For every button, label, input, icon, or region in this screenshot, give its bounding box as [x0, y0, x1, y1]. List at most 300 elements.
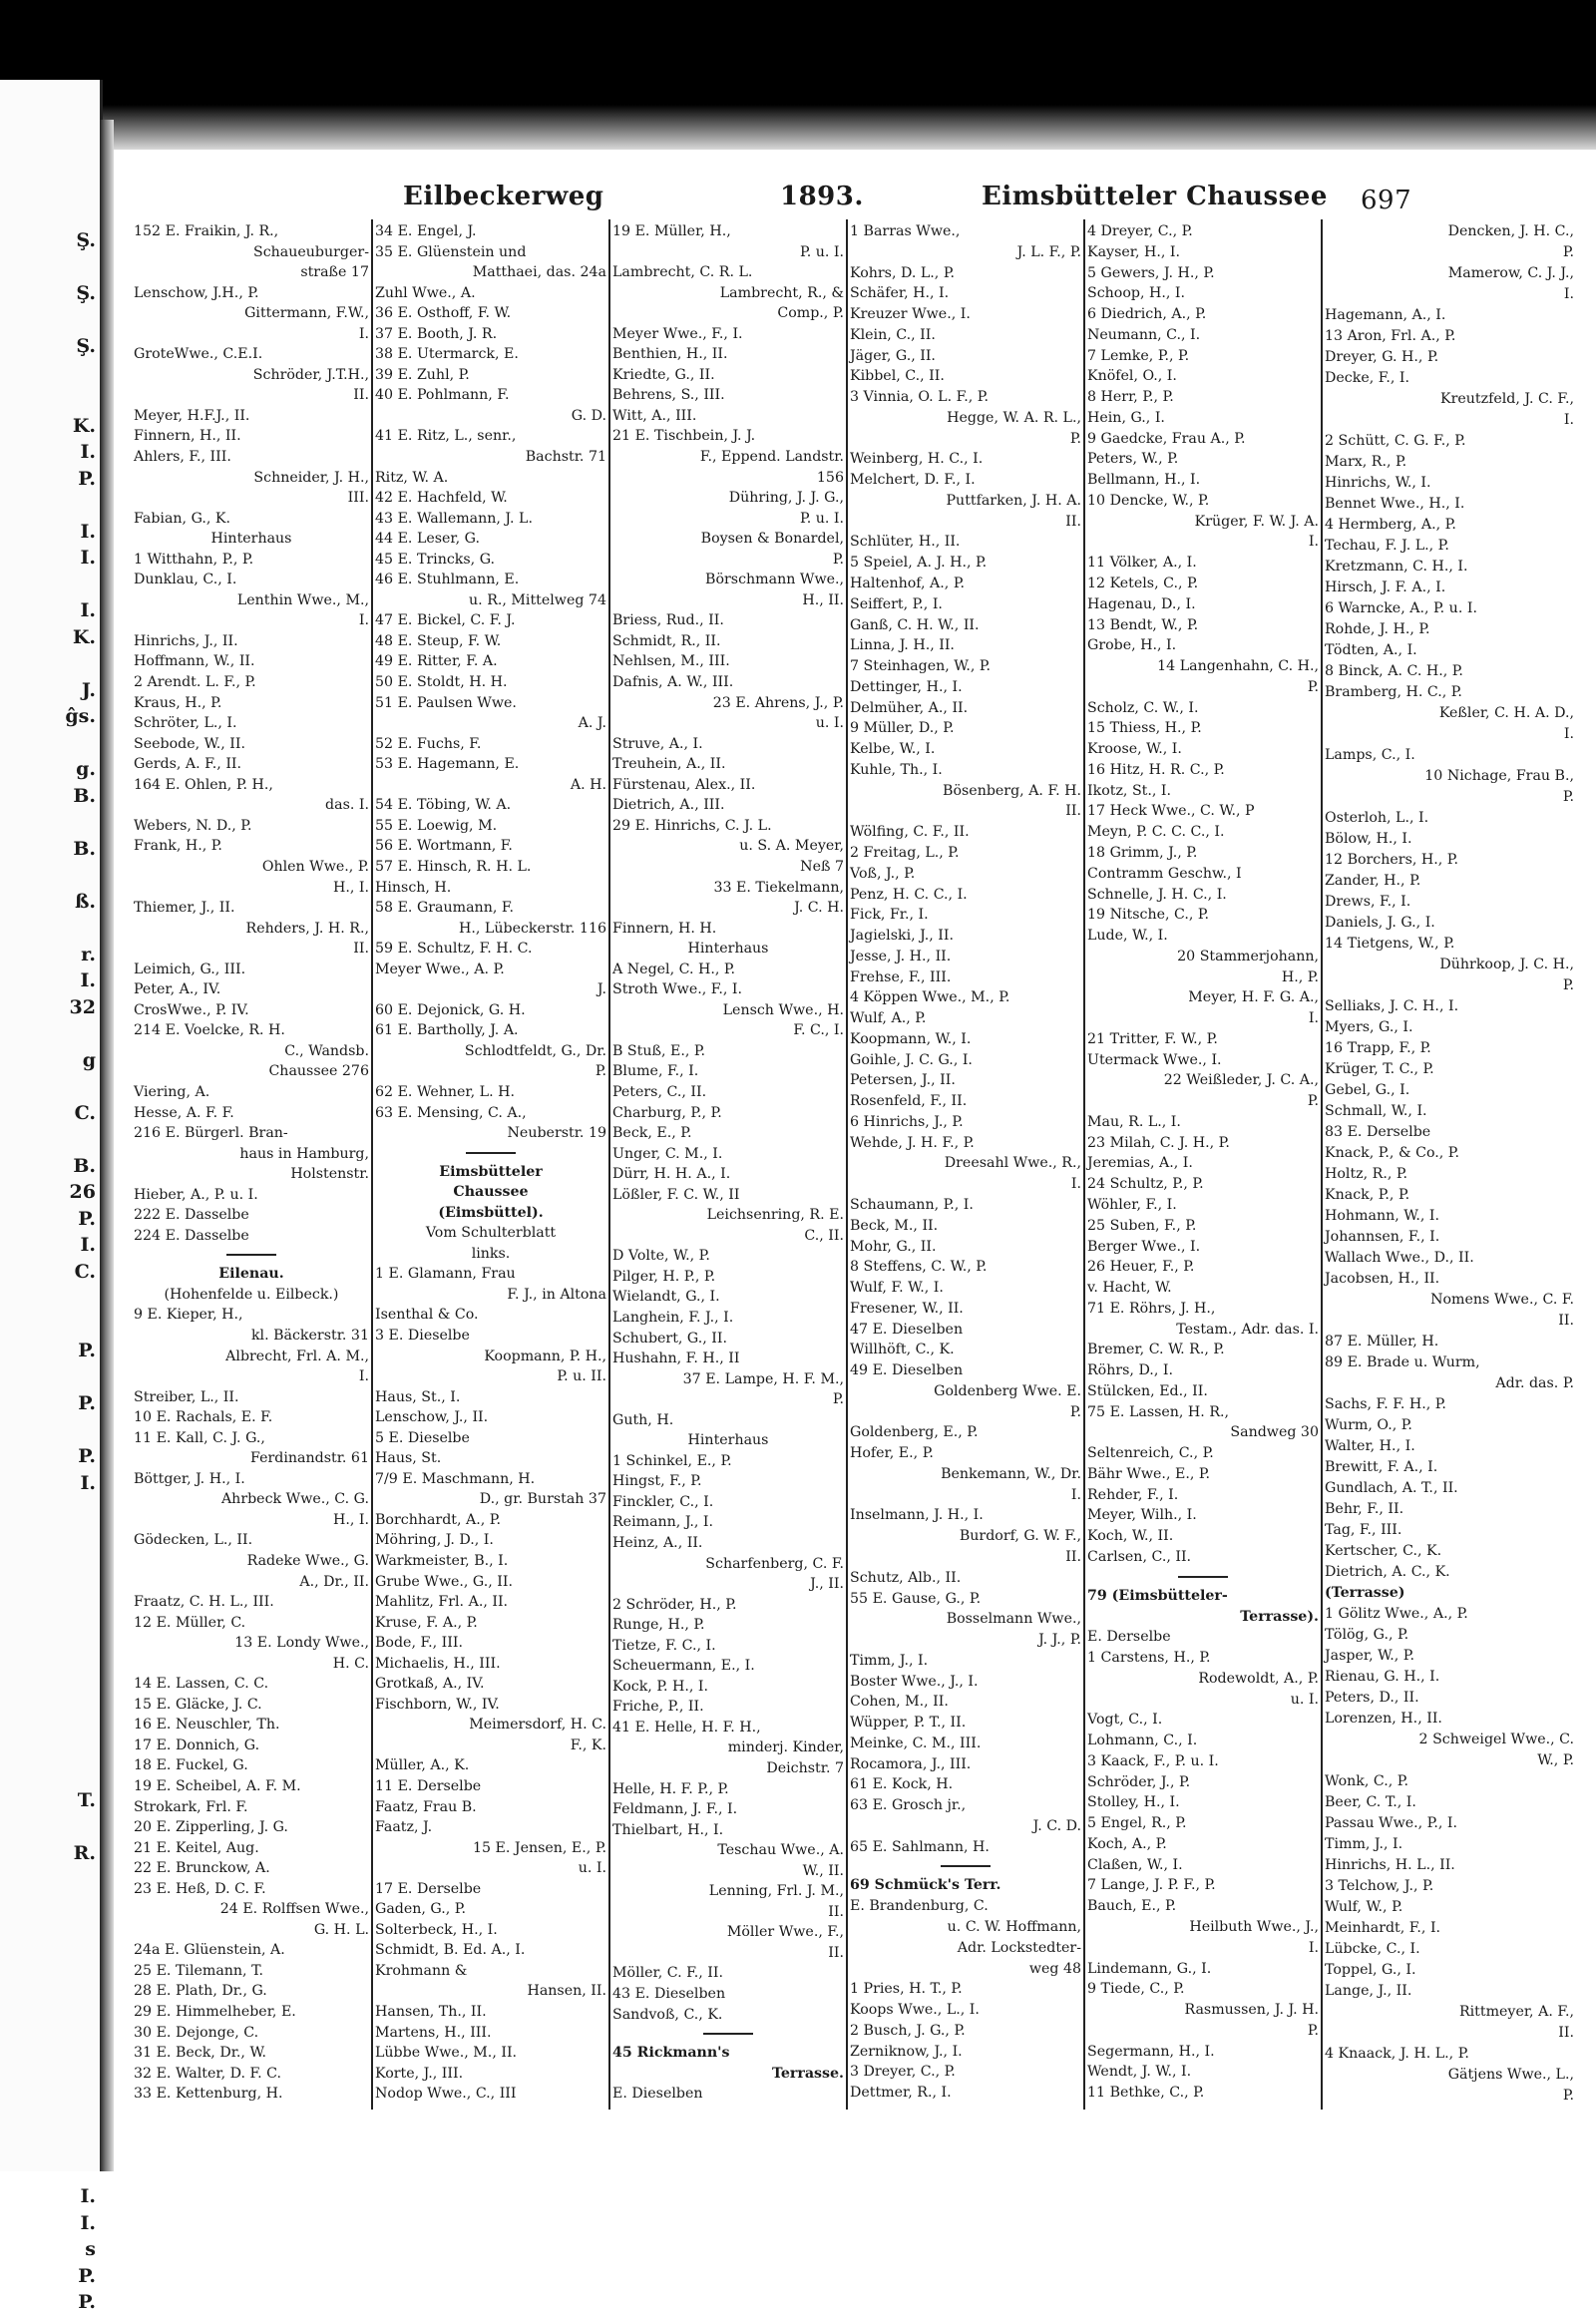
directory-entry: Gödecken, L., II.	[134, 1532, 253, 1549]
directory-entry: Seiffert, P., I.	[850, 595, 943, 612]
previous-page-fragment: 32	[69, 995, 96, 1018]
directory-entry: Penz, H. C. C., I.	[850, 886, 968, 903]
directory-entry: Heilbuth Wwe., J.,	[1189, 1919, 1319, 1936]
directory-entry: 5 Speiel, A. J. H., P.	[850, 555, 988, 572]
directory-entry: Peters, C., II.	[612, 1083, 707, 1100]
directory-entry: Lenning, Frl. J. M.,	[708, 1883, 844, 1900]
directory-entry: Behr, F., II.	[1325, 1501, 1404, 1517]
directory-entry: Kreutzfeld, J. C. F.,	[1439, 391, 1574, 407]
directory-entry: P.	[832, 1391, 844, 1408]
directory-entry: Kreuzer Wwe., I.	[850, 306, 971, 323]
directory-entry: Korte, J., III.	[375, 2065, 464, 2082]
previous-page-fragment: g.	[76, 758, 96, 780]
directory-entry: Fraatz, C. H. L., III.	[134, 1594, 274, 1611]
directory-entry: Bremer, C. W. R., P.	[1087, 1342, 1225, 1358]
directory-entry: Sandweg 30	[1230, 1424, 1319, 1441]
directory-entry: Lenthin Wwe., M.,	[236, 591, 369, 608]
directory-entry: Struve, A., I.	[612, 735, 703, 752]
directory-entry: 25 Suben, F., P.	[1087, 1217, 1197, 1234]
directory-entry: Drews, F., I.	[1325, 894, 1411, 910]
directory-entry: Hirsch, J. F. A., I.	[1325, 579, 1446, 595]
directory-entry: I.	[358, 1368, 369, 1385]
directory-entry: 63 E. Mensing, C. A.,	[375, 1104, 527, 1121]
directory-entry: 2 Arendt. L. F., P.	[134, 674, 256, 691]
directory-entry: Lübcke, C., I.	[1325, 1941, 1420, 1957]
directory-entry: Krüger, T. C., P.	[1325, 1061, 1434, 1077]
previous-page-fragment: P.	[78, 467, 96, 490]
directory-entry: Holstenstr.	[290, 1166, 369, 1183]
directory-entry: Jasper, W., P.	[1325, 1648, 1414, 1664]
directory-entry: Strokark, Frl. F.	[134, 1798, 248, 1815]
directory-entry: P.	[1562, 244, 1574, 260]
directory-entry: Rienau, G. H., I.	[1325, 1669, 1440, 1685]
directory-entry: 9 Gaedcke, Frau A., P.	[1087, 430, 1246, 447]
book-gutter	[100, 120, 114, 2171]
directory-entry: u. I.	[815, 715, 844, 732]
directory-entry: P. u. I.	[800, 510, 844, 527]
directory-entry: 7/9 E. Maschmann, H.	[375, 1470, 536, 1487]
directory-entry: Dühring, J. J. G.,	[728, 490, 844, 507]
directory-entry: II.	[1558, 2025, 1574, 2041]
directory-entry: straße 17	[300, 264, 369, 281]
directory-entry: Bauch, E., P.	[1087, 1898, 1177, 1915]
directory-entry: 4 Köppen Wwe., M., P.	[850, 989, 1010, 1006]
header-left-street: Eilbeckerweg	[403, 182, 604, 211]
directory-entry: 55 E. Gause, G., P.	[850, 1590, 982, 1607]
directory-entry: Willhöft, C., K.	[850, 1342, 955, 1358]
directory-entry: Finckler, C., I.	[612, 1493, 714, 1510]
directory-entry: Möller Wwe., F.,	[726, 1924, 844, 1941]
directory-entry: 12 E. Müller, C.	[134, 1614, 246, 1631]
previous-page-fragment: I.	[80, 1471, 96, 1494]
directory-entry: Seebode, W., II.	[134, 735, 245, 752]
directory-entry: 49 E. Dieselben	[850, 1362, 964, 1379]
section-separator	[1178, 1576, 1228, 1578]
directory-entry: Kretzmann, C. H., I.	[1325, 559, 1468, 575]
directory-entry: u. I.	[1290, 1691, 1319, 1708]
directory-entry: 22 E. Brunckow, A.	[134, 1860, 270, 1877]
directory-entry: Peters, D., II.	[1325, 1690, 1419, 1706]
directory-entry: Hinrichs, H. L., II.	[1325, 1857, 1455, 1873]
directory-entry: Thielbart, H., I.	[612, 1821, 724, 1838]
directory-entry: 23 E. Ahrens, J., P.	[712, 694, 844, 711]
directory-entry: Ferdinandstr. 61	[250, 1450, 369, 1467]
directory-entry: Boster Wwe., J., I.	[850, 1673, 979, 1690]
directory-entry: Testam., Adr. das. I.	[1176, 1321, 1319, 1338]
column-rule	[1083, 219, 1085, 2110]
directory-entry: Helle, H. F. P., P.	[612, 1780, 729, 1797]
directory-entry: 49 E. Ritter, F. A.	[375, 653, 498, 670]
directory-entry: P. u. I.	[800, 243, 844, 260]
directory-entry: 34 E. Engel, J.	[375, 223, 477, 239]
directory-entry: G. D.	[571, 407, 606, 424]
directory-entry: Schmidt, R., II.	[612, 632, 721, 649]
column-2	[375, 221, 606, 2105]
directory-entry: 29 E. Himmelheber, E.	[134, 2004, 296, 2021]
directory-entry: 32 E. Walter, D. F. C.	[134, 2065, 282, 2082]
column-6	[1325, 221, 1574, 2107]
directory-entry: 8 Steffens, C. W., P.	[850, 1259, 988, 1276]
directory-entry: Kuhle, Th., I.	[850, 761, 943, 778]
directory-entry: 69 Schmück's Terr.	[850, 1877, 1001, 1894]
directory-entry: F. C., I.	[793, 1022, 844, 1039]
directory-entry: 214 E. Voelcke, R. H.	[134, 1022, 285, 1039]
directory-entry: P.	[1307, 2022, 1319, 2039]
directory-entry: 57 E. Hinsch, R. H. L.	[375, 858, 532, 875]
directory-entry: 38 E. Utermarck, E.	[375, 346, 519, 363]
directory-entry: 2 Schröder, H., P.	[612, 1596, 737, 1613]
directory-entry: 156	[816, 469, 844, 486]
directory-entry: Hingst, F., P.	[612, 1473, 702, 1490]
directory-entry: Kruse, F. A., P.	[375, 1614, 478, 1631]
directory-entry: Meimersdorf, H. C.	[469, 1717, 606, 1734]
directory-entry: Dettmer, R., I.	[850, 2085, 952, 2102]
directory-entry: Ohlen Wwe., P.	[261, 858, 369, 875]
directory-entry: Schröter, L., I.	[134, 715, 237, 732]
directory-entry: 19 E. Scheibel, A. F. M.	[134, 1778, 301, 1795]
directory-entry: Segermann, H., I.	[1087, 2043, 1215, 2060]
directory-entry: Deichstr. 7	[766, 1760, 844, 1777]
directory-entry: 6 Hinrichs, J., P.	[850, 1113, 964, 1130]
column-rule	[371, 219, 373, 2110]
directory-entry: Bennet Wwe., H., I.	[1325, 496, 1465, 512]
directory-entry: 59 E. Schultz, F. H. C.	[375, 941, 533, 958]
column-1	[134, 221, 369, 2105]
directory-entry: 62 E. Wehner, L. H.	[375, 1083, 515, 1100]
directory-entry: Boysen & Bonardel,	[700, 531, 844, 548]
directory-entry: Schröder, J., P.	[1087, 1773, 1191, 1790]
directory-entry: Gebel, G., I.	[1325, 1082, 1410, 1098]
directory-entry: I.	[1308, 534, 1319, 551]
directory-entry: 3 Vinnia, O. L. F., P.	[850, 389, 989, 406]
directory-entry: 55 E. Loewig, M.	[375, 817, 498, 834]
directory-entry: Wallach Wwe., D., II.	[1325, 1250, 1474, 1266]
directory-entry: 60 E. Dejonick, G. H.	[375, 1001, 526, 1018]
previous-page-fragment: B.	[73, 837, 96, 860]
directory-entry: Scheuermann, E., I.	[612, 1658, 755, 1675]
directory-entry: 5 Engel, R., P.	[1087, 1815, 1187, 1832]
directory-entry: Lambrecht, R., &	[719, 284, 844, 301]
directory-entry: II.	[828, 1903, 844, 1920]
directory-entry: Marx, R., P.	[1325, 454, 1407, 470]
directory-entry: 35 E. Glüenstein und	[375, 243, 527, 260]
directory-entry: 16 E. Neuschler, Th.	[134, 1717, 280, 1734]
directory-entry: II.	[828, 1944, 844, 1961]
directory-entry: Warkmeister, B., I.	[375, 1553, 509, 1569]
directory-entry: 51 E. Paulsen Wwe.	[375, 694, 517, 711]
directory-entry: H., P.	[1281, 968, 1319, 985]
directory-entry: III.	[347, 490, 369, 507]
header-right-street: Eimsbütteler Chaussee	[982, 182, 1328, 211]
directory-entry: Gerds, A. F., II.	[134, 756, 242, 773]
directory-entry: 5 Gewers, J. H., P.	[1087, 264, 1215, 281]
directory-entry: H., Lübeckerstr. 116	[459, 920, 606, 937]
directory-entry: Finnern, H. H.	[612, 920, 717, 937]
directory-entry: 2 Freitag, L., P.	[850, 844, 960, 861]
directory-entry: 50 E. Stoldt, H. H.	[375, 674, 508, 691]
directory-entry: Röhrs, D., I.	[1087, 1362, 1173, 1379]
directory-entry: Haus, St.	[375, 1450, 442, 1467]
directory-entry: Koopmann, W., I.	[850, 1030, 972, 1047]
previous-page-fragment: I.	[80, 2185, 96, 2207]
directory-entry: 18 Grimm, J., P.	[1087, 844, 1198, 861]
directory-entry: Neß 7	[800, 858, 844, 875]
previous-page-fragment: P.	[78, 2264, 96, 2287]
directory-entry: 1 Barras Wwe.,	[850, 223, 961, 239]
directory-entry: Gaden, G., P.	[375, 1901, 466, 1918]
directory-entry: J.	[597, 981, 606, 998]
directory-entry: 45 Rickmann's	[612, 2045, 730, 2062]
directory-entry: 20 E. Zipperling, J. G.	[134, 1819, 288, 1836]
previous-page-fragment: C.	[74, 1260, 96, 1283]
directory-entry: Goldenberg, E., P.	[850, 1424, 979, 1441]
previous-page-fragment: I.	[80, 520, 96, 543]
directory-entry: Hagemann, A., I.	[1325, 307, 1446, 323]
directory-entry: Passau Wwe., P., I.	[1325, 1815, 1457, 1831]
directory-entry: 31 E. Beck, Dr., W.	[134, 2045, 267, 2062]
previous-page-fragment: K.	[72, 625, 96, 648]
directory-entry: P.	[1562, 789, 1574, 805]
directory-entry: 9 Müller, D., P.	[850, 720, 955, 737]
directory-entry: u. S. A. Meyer,	[739, 838, 844, 855]
scan-top-background	[0, 0, 1596, 150]
directory-entry: Gittermann, F.W.,	[244, 305, 369, 322]
directory-entry: Frank, H., P.	[134, 838, 222, 855]
directory-entry: Meinhardt, F., I.	[1325, 1920, 1441, 1936]
directory-entry: 9 E. Kieper, H.,	[134, 1307, 243, 1324]
directory-entry: Vogt, C., I.	[1087, 1712, 1163, 1729]
directory-entry: 22 Weißleder, J. C. A.,	[1163, 1072, 1319, 1089]
directory-entry: 10 Dencke, W., P.	[1087, 492, 1210, 509]
directory-entry: Peter, A., IV.	[134, 981, 221, 998]
directory-entry: Rasmussen, J. J. H.	[1184, 2002, 1319, 2019]
directory-entry: Schubert, G., II.	[612, 1330, 727, 1347]
directory-entry: Kelbe, W., I.	[850, 741, 936, 758]
directory-entry: 29 E. Hinrichs, C. J. L.	[612, 817, 772, 834]
directory-entry: Fabian, G., K.	[134, 510, 231, 527]
directory-entry: 1 Witthahn, P., P.	[134, 551, 254, 568]
directory-entry: I.	[1070, 1176, 1081, 1193]
directory-entry: H., II.	[802, 591, 844, 608]
directory-entry: 15 E. Gläcke, J. C.	[134, 1696, 262, 1713]
directory-entry: Tag, F., III.	[1325, 1522, 1402, 1538]
directory-entry: Lößler, F. C. W., II	[612, 1186, 740, 1203]
directory-entry: Rocamora, J., III.	[850, 1755, 972, 1772]
directory-entry: F., Eppend. Landstr.	[699, 449, 844, 466]
directory-entry: 24a E. Glüenstein, A.	[134, 1942, 285, 1959]
directory-entry: Dreesahl Wwe., R.,	[944, 1155, 1081, 1172]
directory-entry: Lude, W., I.	[1087, 928, 1168, 945]
directory-entry: Voß, J., P.	[850, 865, 916, 882]
directory-entry: Schmidt, B. Ed. A., I.	[375, 1942, 526, 1959]
directory-entry: 30 E. Dejonge, C.	[134, 2024, 259, 2041]
directory-entry: Borchhardt, A., P.	[375, 1511, 501, 1528]
directory-entry: Kriedte, G., II.	[612, 366, 715, 383]
directory-entry: 37 E. Lampe, H. F. M.,	[682, 1370, 844, 1387]
directory-entry: Hein, G., I.	[1087, 409, 1165, 426]
directory-entry: Neumann, C., I.	[1087, 326, 1201, 343]
directory-entry: C., Wandsb.	[284, 1042, 369, 1059]
directory-entry: 19 E. Müller, H.,	[612, 223, 731, 239]
directory-entry: 52 E. Fuchs, F.	[375, 735, 482, 752]
directory-entry: 37 E. Booth, J. R.	[375, 325, 498, 342]
directory-entry: Fürstenau, Alex., II.	[612, 776, 756, 793]
directory-entry: J. L. F., P.	[1016, 243, 1081, 260]
directory-entry: links.	[471, 1245, 511, 1262]
directory-entry: Weinberg, H. C., I.	[850, 451, 984, 468]
previous-page-fragment: T.	[77, 1788, 96, 1811]
directory-entry: Nehlsen, M., III.	[612, 653, 730, 670]
directory-entry: Carlsen, C., II.	[1087, 1549, 1192, 1565]
directory-entry: 46 E. Stuhlmann, E.	[375, 572, 520, 588]
directory-entry: Witt, A., III.	[612, 407, 697, 424]
directory-entry: E. Brandenburg, C.	[850, 1898, 989, 1915]
directory-entry: Brewitt, F. A., I.	[1325, 1459, 1438, 1475]
directory-entry: 25 E. Tilemann, T.	[134, 1962, 263, 1979]
directory-entry: H. C.	[332, 1655, 369, 1672]
directory-entry: Wüpper, P. T., II.	[850, 1715, 967, 1732]
previous-page-fragment: I.	[80, 2211, 96, 2234]
directory-entry: Rohde, J. H., P.	[1325, 621, 1430, 637]
directory-entry: P.	[595, 1063, 606, 1080]
directory-entry: Koch, A., P.	[1087, 1835, 1167, 1852]
directory-entry: 16 Trapp, F., P.	[1325, 1040, 1431, 1056]
column-rule	[846, 219, 848, 2110]
directory-entry: II.	[1065, 1549, 1081, 1565]
previous-page-fragment: s	[85, 2238, 96, 2260]
directory-entry: H., I.	[332, 1511, 369, 1528]
directory-entry: Selliaks, J. C. H., I.	[1325, 998, 1459, 1014]
directory-entry: Walter, H., I.	[1325, 1438, 1415, 1454]
directory-entry: 44 E. Leser, G.	[375, 531, 481, 548]
directory-entry: Blume, F., I.	[612, 1063, 699, 1080]
directory-entry: Teschau Wwe., A.	[717, 1842, 844, 1859]
directory-entry: 8 Herr, P., P.	[1087, 389, 1174, 406]
directory-entry: Meyn, P. C. C. C., I.	[1087, 824, 1225, 841]
directory-entry: A. J.	[578, 715, 606, 732]
directory-entry: Lindemann, G., I.	[1087, 1960, 1212, 1977]
previous-page-edge	[0, 80, 103, 2313]
directory-entry: Melchert, D. F., I.	[850, 472, 976, 489]
directory-entry: 24 E. Rolffsen Wwe.,	[219, 1901, 369, 1918]
directory-entry: 10 E. Rachals, E. F.	[134, 1409, 273, 1426]
directory-entry: Martens, H., III.	[375, 2024, 492, 2041]
previous-page-fragment: I.	[80, 1234, 96, 1256]
directory-entry: minderj. Kinder,	[727, 1739, 844, 1756]
directory-entry: Webers, N. D., P.	[134, 817, 252, 834]
directory-entry: 10 Nichage, Frau B.,	[1424, 768, 1574, 784]
directory-entry: Wölfing, C. F., II.	[850, 824, 970, 841]
directory-entry: II.	[1065, 803, 1081, 820]
directory-entry: 19 Nitsche, C., P.	[1087, 907, 1210, 924]
directory-entry: Meinke, C. M., III.	[850, 1735, 982, 1751]
directory-entry: Haus, St., I.	[375, 1388, 461, 1405]
directory-entry: I.	[1563, 726, 1574, 742]
directory-entry: Ahlers, F., III.	[134, 449, 231, 466]
directory-entry: P.	[1562, 2088, 1574, 2104]
directory-entry: A Negel, C. H., P.	[612, 961, 736, 977]
directory-entry: Hinrichs, W., I.	[1325, 475, 1431, 491]
directory-entry: I.	[1308, 1939, 1319, 1956]
directory-entry: Hansen, Th., II.	[375, 2004, 487, 2021]
directory-entry: Viering, A.	[134, 1083, 210, 1100]
directory-entry: A. H.	[570, 776, 606, 793]
street-heading: Eimsbütteler	[439, 1163, 543, 1180]
directory-entry: P.	[1307, 1093, 1319, 1110]
directory-entry: Tödten, A., I.	[1325, 642, 1417, 658]
directory-entry: 14 E. Lassen, C. C.	[134, 1676, 269, 1693]
previous-page-fragment: B.	[73, 1154, 96, 1177]
directory-entry: 6 Warncke, A., P. u. I.	[1325, 600, 1477, 616]
directory-entry: Friche, P., II.	[612, 1699, 704, 1716]
directory-entry: Langhein, F. J., I.	[612, 1309, 734, 1326]
directory-entry: 1 Gölitz Wwe., A., P.	[1325, 1606, 1468, 1622]
directory-entry: Schaumann, P., I.	[850, 1196, 974, 1213]
directory-entry: 2 Busch, J. G., P.	[850, 2022, 966, 2039]
directory-entry: Lambrecht, C. R. L.	[612, 264, 753, 281]
previous-page-fragment: B.	[73, 784, 96, 807]
directory-entry: (Hohenfelde u. Eilbeck.)	[164, 1286, 339, 1303]
directory-entry: Bösenberg, A. F. H.	[943, 782, 1081, 799]
directory-entry: Timm, J., I.	[850, 1652, 929, 1669]
directory-entry: I.	[358, 612, 369, 629]
directory-entry: Schlüter, H., II.	[850, 534, 961, 551]
directory-entry: Hansen, II.	[527, 1983, 606, 2000]
directory-entry: 17 E. Derselbe	[375, 1880, 482, 1897]
directory-entry: Gätjens Wwe., L.,	[1447, 2067, 1574, 2083]
column-5	[1087, 221, 1319, 2104]
directory-entry: Hinterhaus	[687, 941, 769, 958]
directory-entry: Böttger, J. H., I.	[134, 1470, 245, 1487]
directory-entry: Wulf, A., P.	[850, 1010, 927, 1027]
previous-page-fragment: J.	[81, 678, 96, 701]
directory-entry: 79 (Eimsbütteler-	[1087, 1587, 1228, 1604]
directory-entry: 54 E. Töbing, W. A.	[375, 797, 512, 814]
directory-entry: Albrecht, Frl. A. M.,	[225, 1348, 369, 1364]
directory-entry: 11 E. Kall, C. J. G.,	[134, 1429, 265, 1446]
directory-entry: Nomens Wwe., C. F.	[1430, 1292, 1574, 1308]
directory-entry: 21 E. Keitel, Aug.	[134, 1839, 259, 1856]
directory-entry: Sandvoß, C., K.	[612, 2006, 723, 2023]
directory-entry: Ritz, W. A.	[375, 469, 449, 486]
directory-entry: Meyer, H.F.J., II.	[134, 407, 250, 424]
directory-entry: Dürr, H. H. A., I.	[612, 1166, 731, 1183]
directory-entry: Jagielski, J., II.	[850, 928, 954, 945]
directory-entry: Daniels, J. G., I.	[1325, 915, 1435, 931]
directory-entry: Contramm Geschw., I	[1087, 865, 1242, 882]
street-heading: (Eimsbüttel).	[438, 1204, 544, 1221]
directory-entry: Streiber, L., II.	[134, 1388, 239, 1405]
directory-entry: GroteWwe., C.E.I.	[134, 346, 263, 363]
directory-entry: Kertscher, C., K.	[1325, 1543, 1442, 1559]
directory-entry: Holtz, R., P.	[1325, 1166, 1408, 1182]
directory-entry: Lenschow, J., II.	[375, 1409, 489, 1426]
directory-entry: Wonk, C., P.	[1325, 1773, 1408, 1789]
directory-entry: 43 E. Wallemann, J. L.	[375, 510, 533, 527]
directory-entry: weg 48	[1028, 1960, 1081, 1977]
directory-entry: Bölow, H., I.	[1325, 831, 1412, 847]
directory-entry: Rosenfeld, F., II.	[850, 1093, 968, 1110]
directory-entry: 21 E. Tischbein, J. J.	[612, 428, 756, 445]
column-3	[612, 221, 844, 2105]
directory-entry: 42 E. Hachfeld, W.	[375, 490, 508, 507]
directory-entry: 11 E. Derselbe	[375, 1778, 482, 1795]
directory-entry: Wielandt, G., I.	[612, 1289, 720, 1306]
directory-entry: Burdorf, G. W. F.,	[959, 1528, 1081, 1545]
directory-entry: 61 E. Bartholly, J. A.	[375, 1022, 519, 1039]
directory-entry: F. J., in Altona	[507, 1286, 606, 1303]
directory-entry: Meyer, H. F. G. A.,	[1188, 989, 1319, 1006]
